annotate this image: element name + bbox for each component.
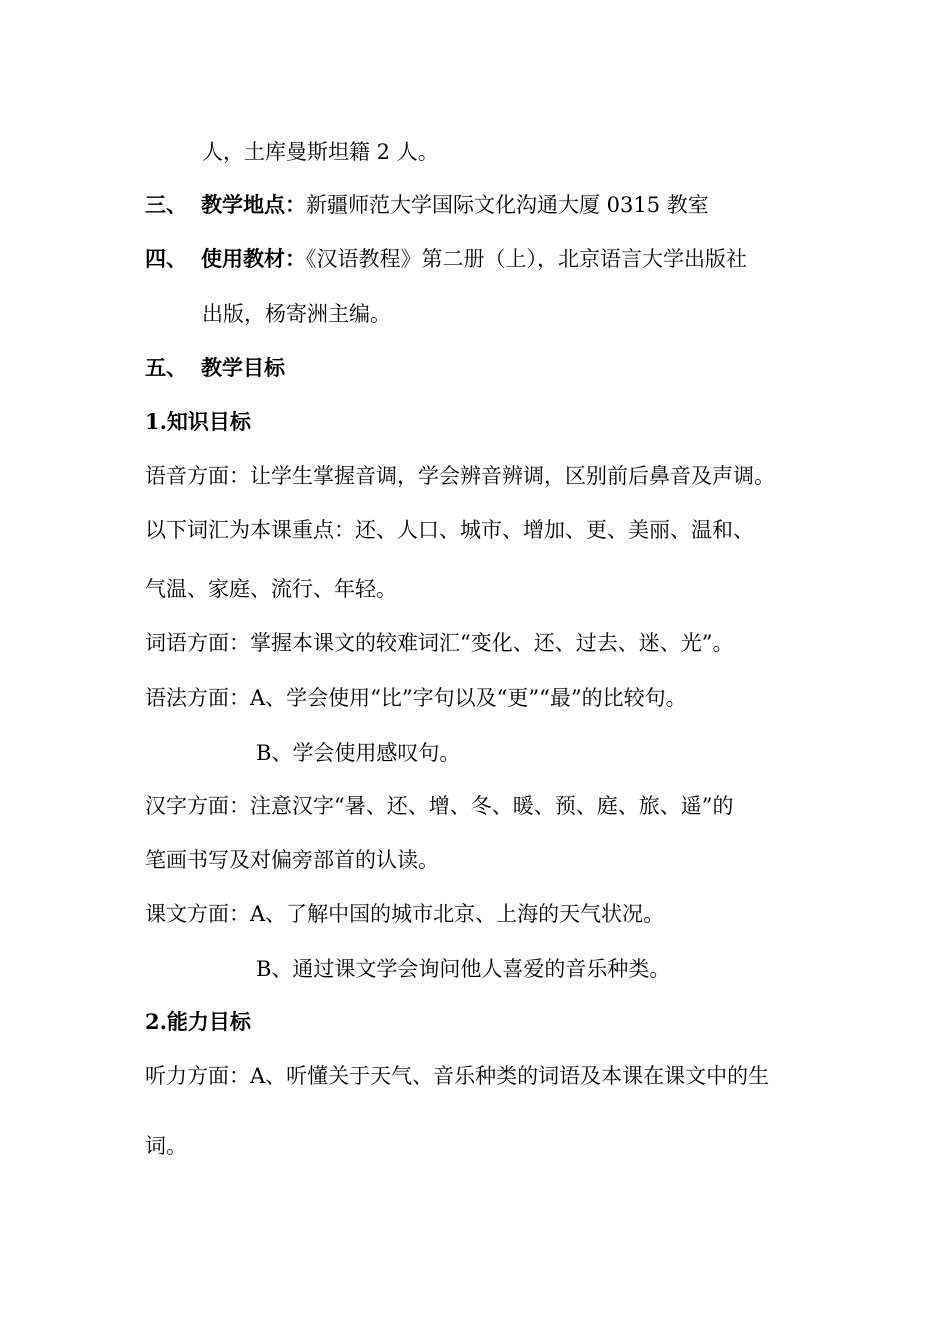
section-label: 使用教材： (201, 246, 306, 271)
section-text: 《汉语教程》第二册（上），北京语言大学出版社 (306, 247, 747, 271)
text-line: 以下词汇为本课重点：还、人口、城市、增加、更、美丽、温和、 (145, 518, 754, 542)
section-heading-objectives (145, 354, 285, 382)
text-line: 词语方面：掌握本课文的较难词汇“变化、还、过去、迷、光”。 (145, 631, 734, 655)
section-text: 新疆师范大学国际文化沟通大厦 0315 教室 (306, 193, 709, 217)
section-heading-location (145, 191, 709, 219)
subheading-ability: 2.能力目标 (145, 1009, 251, 1034)
section-number: 五、 (145, 355, 187, 380)
section-label: 教学地点： (201, 192, 306, 217)
text-line: B、学会使用感叹句。 (256, 741, 461, 765)
text-line: 词。 (145, 1134, 187, 1158)
text-line: 出版，杨寄洲主编。 (202, 302, 391, 326)
section-label: 教学目标 (201, 355, 285, 380)
text-line: 语法方面：A、学会使用“比”字句以及“更”“最”的比较句。 (145, 686, 687, 710)
subheading-knowledge: 1.知识目标 (145, 409, 251, 434)
text-line: 语音方面：让学生掌握音调，学会辨音辨调，区别前后鼻音及声调。 (145, 464, 775, 488)
text-line: 听力方面：A、听懂关于天气、音乐种类的词语及本课在课文中的生 (145, 1064, 770, 1088)
text-line: 笔画书写及对偏旁部首的认读。 (145, 848, 439, 872)
text-line: 课文方面：A、了解中国的城市北京、上海的天气状况。 (145, 902, 665, 926)
section-number: 四、 (145, 246, 187, 271)
text-line: 人，土库曼斯坦籍 2 人。 (202, 140, 439, 164)
text-line: B、通过课文学会询问他人喜爱的音乐种类。 (256, 957, 671, 981)
text-line: 汉字方面：注意汉字“暑、还、增、冬、暖、预、庭、旅、遥”的 (145, 794, 734, 818)
section-heading-textbook (145, 245, 747, 273)
text-line: 气温、家庭、流行、年轻。 (145, 577, 397, 601)
section-number: 三、 (145, 192, 187, 217)
